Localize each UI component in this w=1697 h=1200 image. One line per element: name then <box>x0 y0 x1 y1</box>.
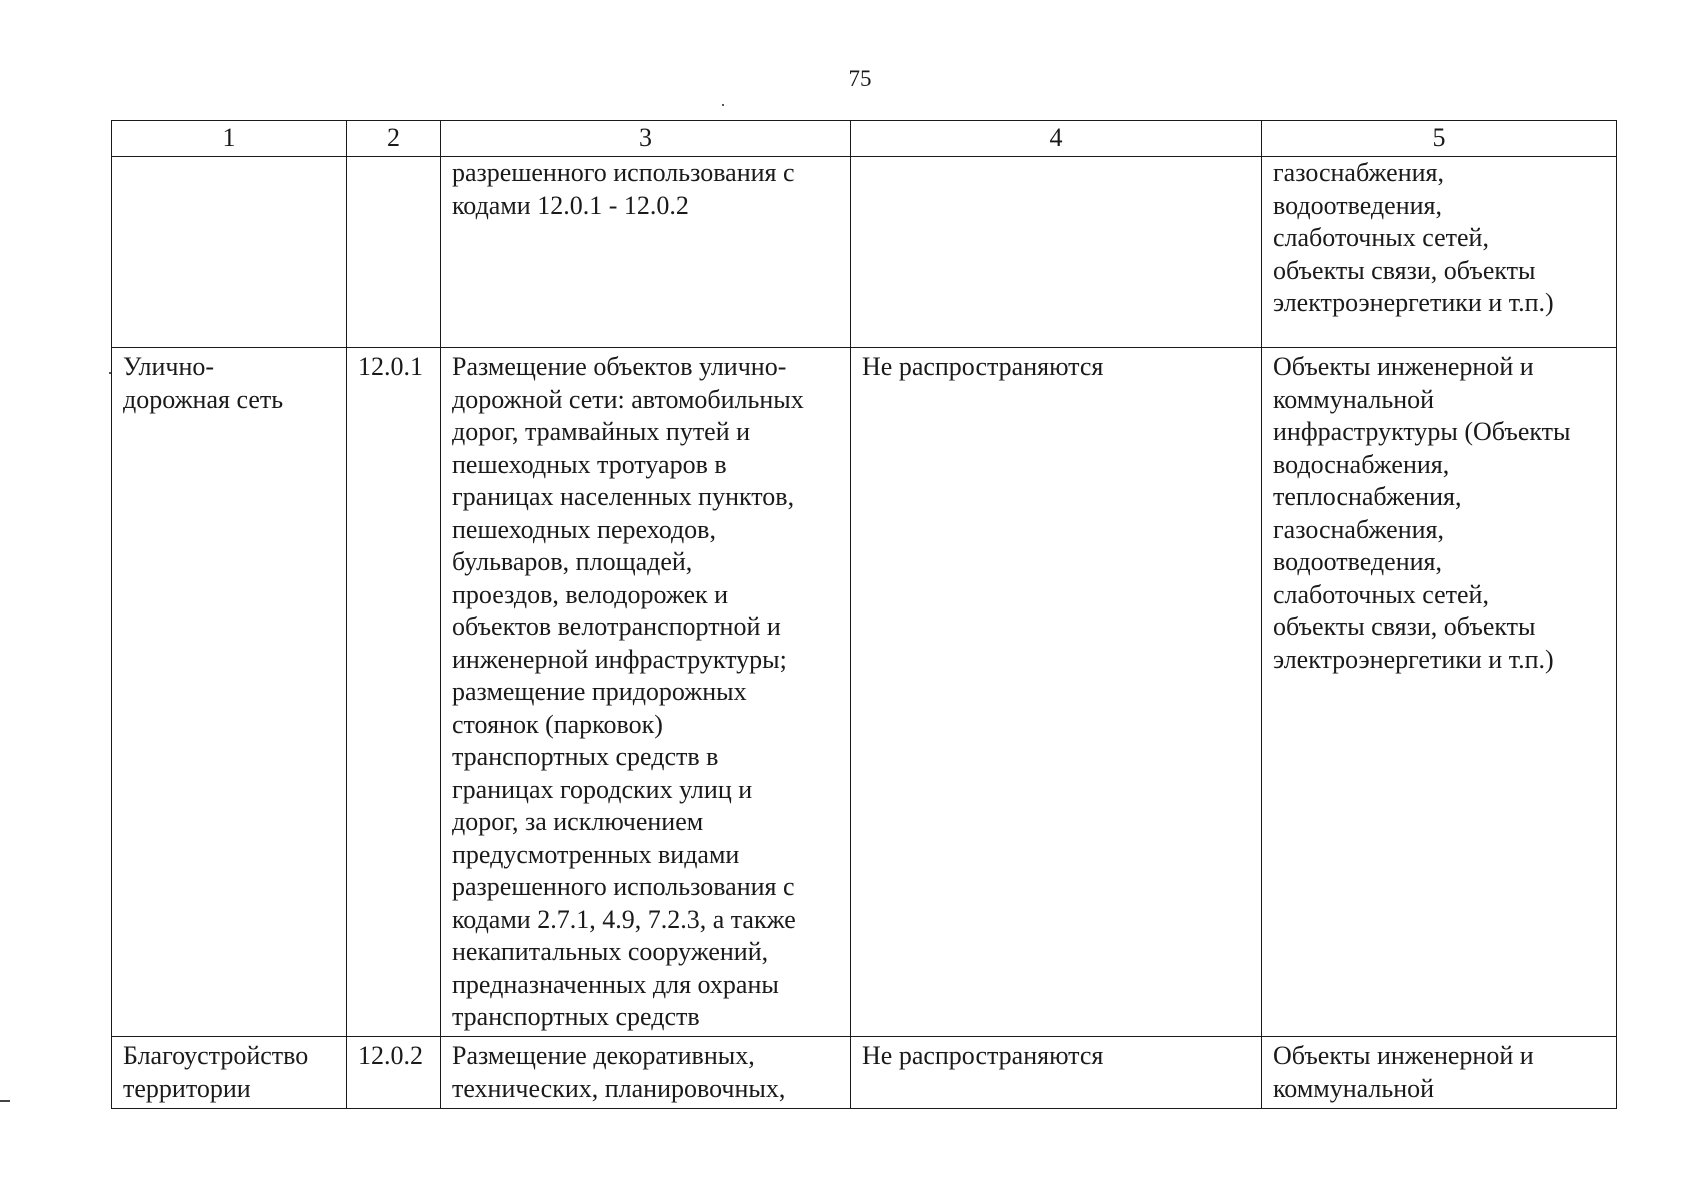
land-use-description-cell: разрешенного использования с кодами 12.0.1 - 12.0.2 <box>441 157 851 348</box>
land-use-description-cell: Размещение декоративных, технических, планировочных, <box>441 1037 851 1109</box>
restrictions-cell: Не распространяются <box>851 1037 1262 1109</box>
scan-artifact-dot <box>722 104 724 106</box>
column-header-1: 1 <box>112 121 347 157</box>
land-use-table <box>111 120 1617 1109</box>
land-use-name-cell: Благоустройство территории <box>112 1037 347 1109</box>
auxiliary-uses-cell: газоснабжения, водоотведения, слаботочных сетей, объекты связи, объекты электроэнергетики и т.п.) <box>1262 157 1617 348</box>
table-row <box>112 157 1617 348</box>
header-row <box>112 121 1617 157</box>
column-header-3: 3 <box>441 121 851 157</box>
table-row <box>112 1037 1617 1109</box>
page-number: 75 <box>848 66 872 91</box>
restrictions-cell <box>851 157 1262 348</box>
land-use-code-cell <box>347 157 441 348</box>
land-use-code-cell: 12.0.2 <box>347 1037 441 1109</box>
column-header-5: 5 <box>1262 121 1617 157</box>
land-use-name-cell <box>112 157 347 348</box>
column-header-2: 2 <box>347 121 441 157</box>
land-use-code-cell: 12.0.1 <box>347 348 441 1037</box>
column-header-4: 4 <box>851 121 1262 157</box>
table-row <box>112 348 1617 1037</box>
scan-edge-mark <box>0 1100 10 1102</box>
land-use-description-cell: Размещение объектов улично- дорожной сети: автомобильных дорог, трамвайных путей и пешеходных тротуаров в границах населенных пунктов, пешеходных переходов, бульваров, площадей, проездов, велодорожек и объектов велотранспортной и инженерной инфраструктуры; размещение придорожных стоянок (парковок) транспортных средств в границах городских улиц и дорог, за исключением предусмотренных видами разрешенного использования с кодами 2.7.1, 4.9, 7.2.3, а также некапитальных сооружений, предназначенных для охраны транспортных средств <box>441 348 851 1037</box>
land-use-name-cell: Улично- дорожная сеть <box>112 348 347 1037</box>
auxiliary-uses-cell: Объекты инженерной и коммунальной <box>1262 1037 1617 1109</box>
auxiliary-uses-cell: Объекты инженерной и коммунальной инфраструктуры (Объекты водоснабжения, теплоснабжения, газоснабжения, водоотведения, слаботочных сетей, объекты связи, объекты электроэнергетики и т.п.) <box>1262 348 1617 1037</box>
restrictions-cell: Не распространяются <box>851 348 1262 1037</box>
